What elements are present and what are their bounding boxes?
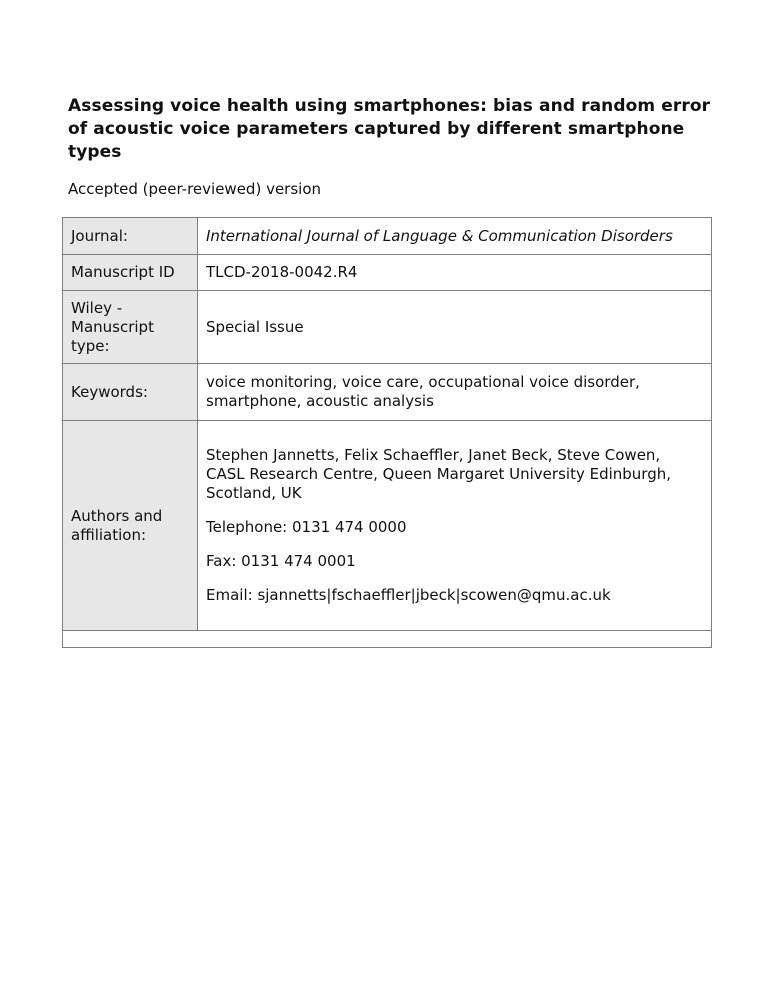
table-row-authors — [63, 421, 712, 631]
table-row-journal — [63, 218, 712, 255]
table-row-manuscript-type — [63, 291, 712, 364]
manuscript-type-label: Wiley - Manuscript type: — [63, 291, 198, 364]
manuscript-id-value: TLCD-2018-0042.R4 — [198, 255, 712, 291]
manuscript-id-label: Manuscript ID — [63, 255, 198, 291]
fax-text: Fax: 0131 474 0001 — [206, 552, 356, 570]
authors-value — [198, 421, 712, 631]
table-row-empty — [63, 631, 712, 648]
keywords-value: voice monitoring, voice care, occupational voice disorder, smartphone, acoustic analysis — [198, 364, 712, 421]
journal-value: International Journal of Language & Communication Disorders — [198, 218, 712, 255]
authors-affiliation-text: Stephen Jannetts, Felix Schaeffler, Janet Beck, Steve Cowen, CASL Research Centre, Queen Margaret University Edinburgh, Scotland, UK — [206, 446, 671, 502]
page-title: Assessing voice health using smartphones: bias and random error of acoustic voice parameters captured by different smartphone types — [68, 96, 711, 162]
manuscript-info-table — [62, 217, 712, 648]
version-note: Accepted (peer-reviewed) version — [68, 180, 322, 198]
keywords-label: Keywords: — [63, 364, 198, 421]
email-text: Email: sjannetts|fschaeffler|jbeck|scowen@qmu.ac.uk — [206, 586, 611, 604]
journal-label: Journal: — [63, 218, 198, 255]
empty-cell — [63, 631, 712, 648]
table-row-manuscript-id — [63, 255, 712, 291]
telephone-text: Telephone: 0131 474 0000 — [206, 518, 407, 536]
authors-label: Authors and affiliation: — [63, 421, 198, 631]
table-row-keywords — [63, 364, 712, 421]
manuscript-type-value: Special Issue — [198, 291, 712, 364]
